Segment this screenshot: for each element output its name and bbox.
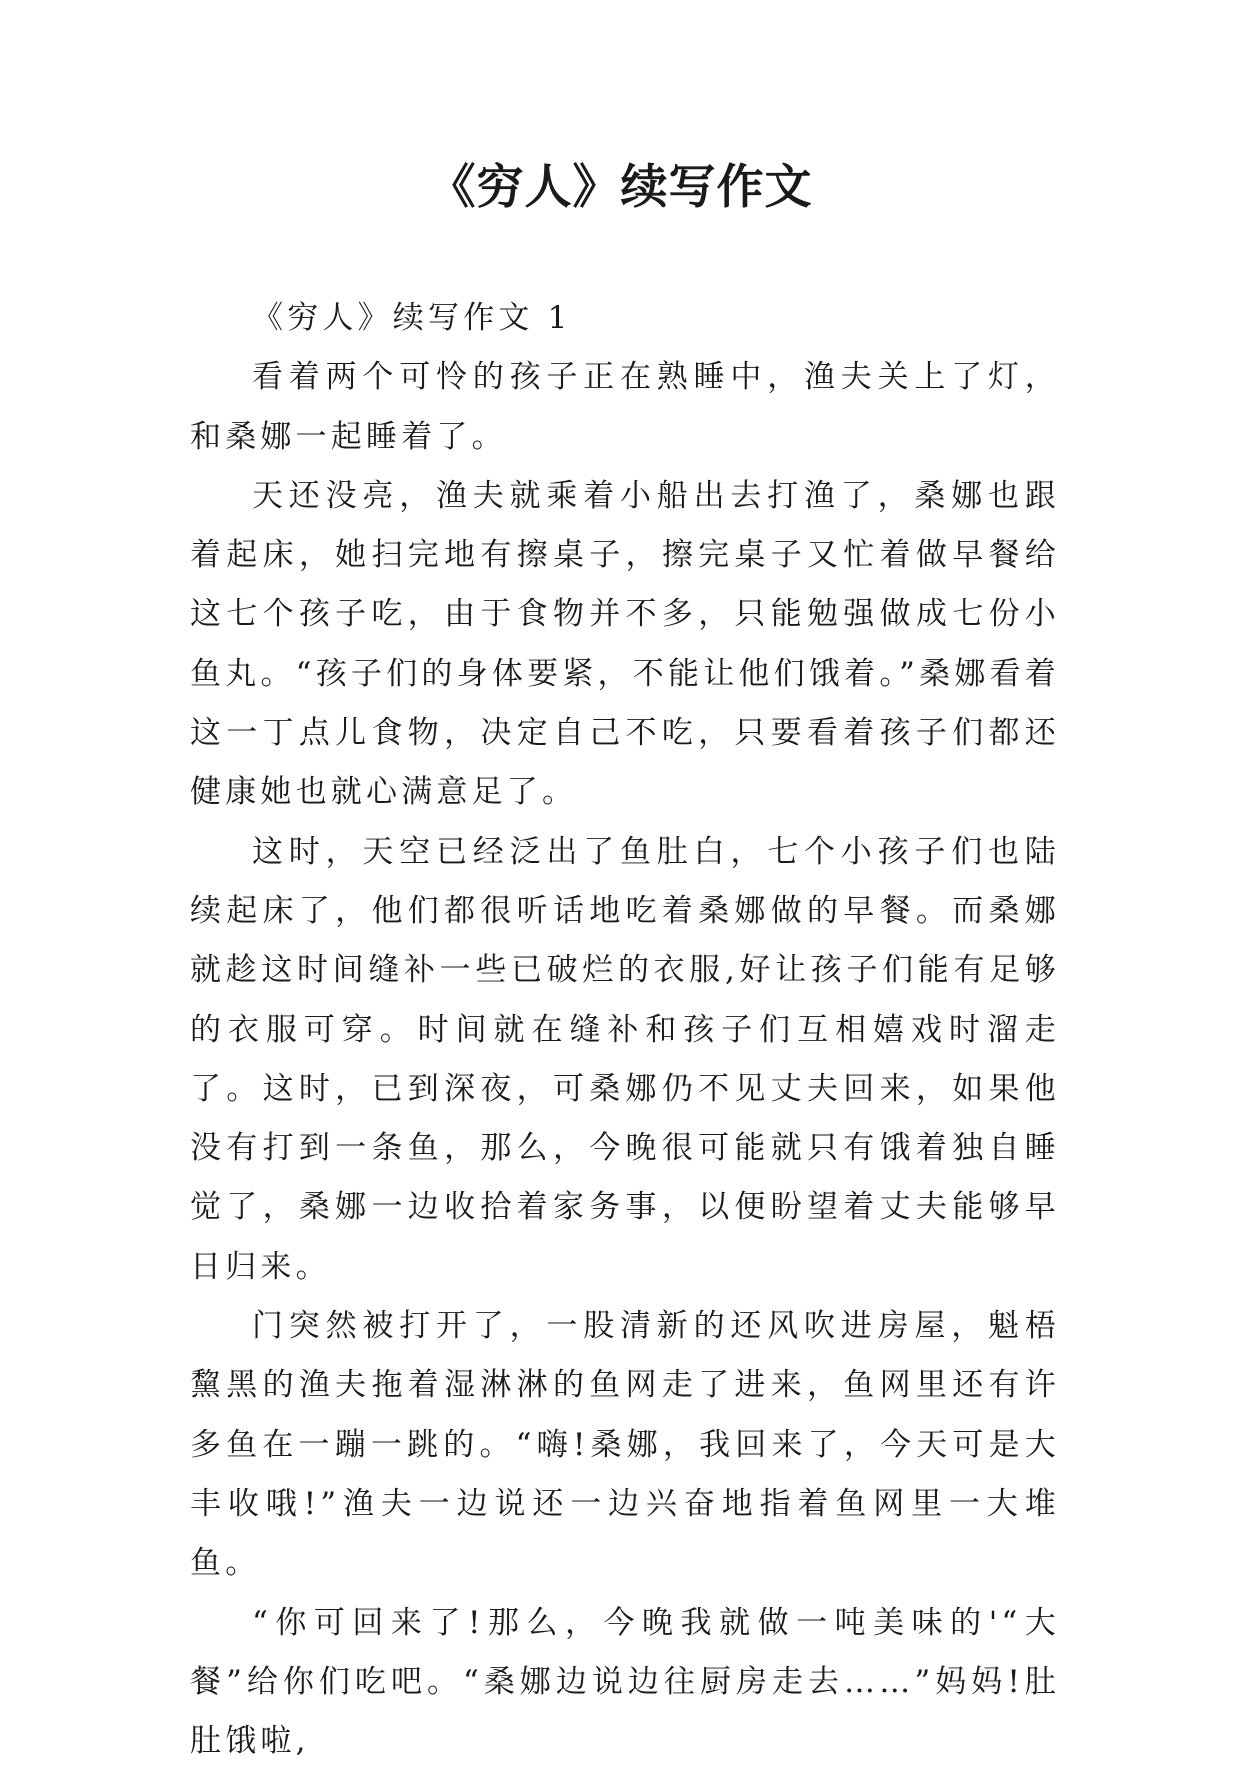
document-title: 《穷人》续写作文 [428,160,813,215]
paragraph: “你可回来了!那么，今晚我就做一吨美味的'“大餐”给你们吃吧。“桑娜边说边往厨房走去……”妈妈!肚肚饿啦, [190,1604,1060,1760]
paragraph: 这时，天空已经泛出了鱼肚白，七个小孩子们也陆续起床了，他们都很听话地吃着桑娜做的早餐。而桑娜就趁这时间缝补一些已破烂的衣服,好让孩子们能有足够的衣服可穿。时间就在缝补和孩子们互相嬉戏时溜走了。这时，已到深夜，可桑娜仍不见丈夫回来，如果他没有打到一条鱼，那么，今晚很可能就只有饿着独自睡觉了，桑娜一边收拾着家务事，以便盼望着丈夫能够早日归来。 [190,833,1060,1285]
paragraph: 看着两个可怜的孩子正在熟睡中，渔夫关上了灯，和桑娜一起睡着了。 [190,359,1060,455]
section-heading: 《穷人》续写作文 1 [252,300,572,336]
paragraph: 门突然被打开了，一股清新的还风吹进房屋，魁梧黧黑的渔夫拖着湿淋淋的鱼网走了进来，鱼网里还有许多鱼在一蹦一跳的。“嗨!桑娜，我回来了，今天可是大丰收哦!”渔夫一边说还一边兴奋地指着鱼网里一大堆鱼。 [190,1308,1060,1582]
document-body [190,289,1060,1771]
paragraph: 天还没亮，渔夫就乘着小船出去打渔了，桑娜也跟着起床，她扫完地有擦桌子，擦完桌子又忙着做早餐给这七个孩子吃，由于食物并不多，只能勉强做成七份小鱼丸。“孩子们的身体要紧，不能让他们饿着。”桑娜看着这一丁点儿食物，决定自己不吃，只要看着孩子们都还健康她也就心满意足了。 [190,477,1060,811]
